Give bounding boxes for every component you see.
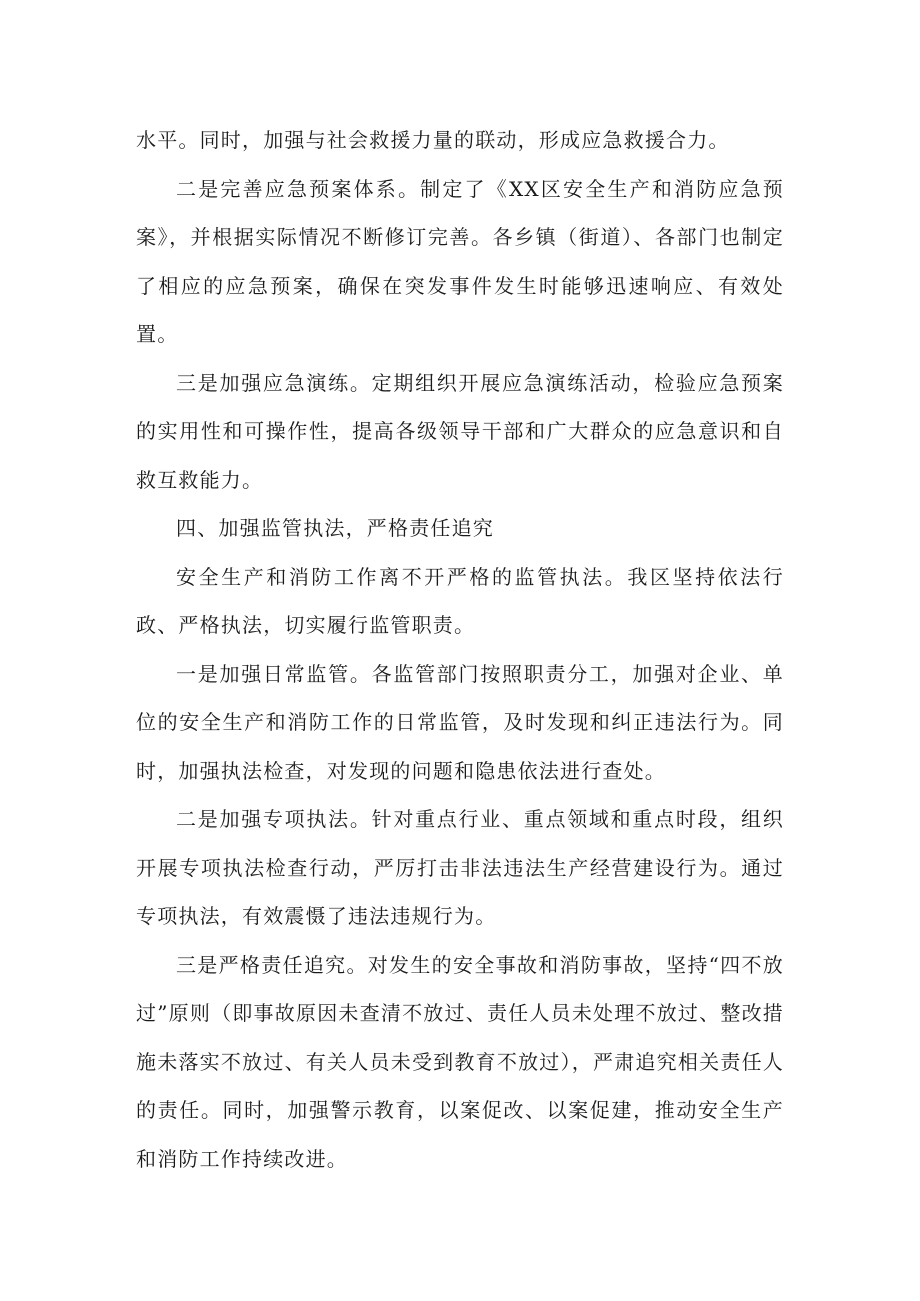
paragraph-enforcement-intro: 安全生产和消防工作离不开严格的监管执法。我区坚持依法行政、严格执法，切实履行监管职责。 [136,564,784,637]
paragraph-emergency-plan: 二是完善应急预案体系。制定了《XX区安全生产和消防应急预案》，并根据实际情况不断修订完善。各乡镇（街道）、各部门也制定了相应的应急预案，确保在突发事件发生时能够迅速响应、有效处置。 [136,176,784,346]
paragraph-emergency-drill: 三是加强应急演练。定期组织开展应急演练活动，检验应急预案的实用性和可操作性，提高各级领导干部和广大群众的应急意识和自救互救能力。 [136,370,784,492]
section-heading: 四、加强监管执法，严格责任追究 [176,516,494,540]
paragraph-special-enforcement: 二是加强专项执法。针对重点行业、重点领域和重点时段，组织开展专项执法检查行动，严厉打击非法违法生产经营建设行为。通过专项执法，有效震慑了违法违规行为。 [136,807,784,928]
paragraph-continuation: 水平。同时，加强与社会救援力量的联动，形成应急救援合力。 [136,128,730,152]
paragraph-accountability: 三是严格责任追究。对发生的安全事故和消防事故，坚持“四不放过”原则（即事故原因未查清不放过、责任人员未处理不放过、整改措施未落实不放过、有关人员未受到教育不放过），严肃追究相关责任人的责任。同时，加强警示教育，以案促改、以案促建，推动安全生产和消防工作持续改进。 [136,952,784,1171]
document-body [136,116,784,1183]
paragraph-daily-supervision: 一是加强日常监管。各监管部门按照职责分工，加强对企业、单位的安全生产和消防工作的日常监管，及时发现和纠正违法行为。同时，加强执法检查，对发现的问题和隐患依法进行查处。 [136,661,784,783]
